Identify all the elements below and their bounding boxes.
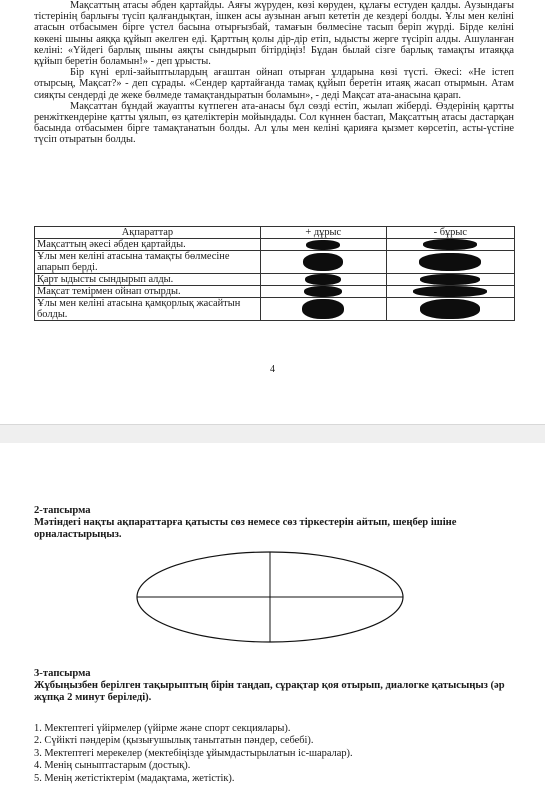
- answer-cell-false: [386, 286, 514, 298]
- scribble-mark: [419, 253, 481, 271]
- scribble-mark: [420, 274, 480, 285]
- task-2-instructions: Мәтіндегі нақты ақпараттарға қатысты сөз немесе сөз тіркестерін айтып, шеңбер ішіне орналастырыңыз.: [34, 517, 457, 540]
- statement-cell: Мақсат темірмен ойнап отырды.: [35, 286, 261, 298]
- statement-cell: Ұлы мен келіні атасына қамқорлық жасайтын болды.: [35, 298, 261, 321]
- story-paragraph-1: Мақсаттың атасы әбден қартайды. Аяғы жүруден, көзі көруден, құлағы естуден қалды. Аузындағы тістерінің барлығы түсіп қалғандықтан, ішкен асы аузынан ағып кететін де кездері болды. Ұлы мен келіні атасын отбасымен бірге үстел басына отырғызбай, тамағын бөлмесіне тасып беріп жүрді. Бірде келіні көкені шыны аяққа құйып әкелген еді. Қарттың қолы дір-дір етіп, ыдысты жерге түсіріп алды. Ашуланған келіні: «Үйдегі барлық шыны аяқты сындырып бітірдіңіз! Бұдан былай сізге барлық тамақты итаяққа құйып беретін боламын!» - деп ұрысты.: [34, 0, 514, 68]
- true-false-table: [34, 226, 515, 321]
- ellipse-svg: [135, 550, 405, 644]
- scribble-mark: [303, 253, 343, 271]
- scribble-mark: [302, 299, 344, 319]
- list-item: 2. Сүйікті пәндерім (қызығушылық танытатын пәндер, себебі).: [34, 735, 314, 747]
- list-item: 5. Менің жетістіктерім (мадақтама, жетістік).: [34, 772, 235, 784]
- statement-cell: Мақсаттың әкесі әбден қартайды.: [35, 239, 261, 251]
- task-3: [34, 668, 514, 704]
- table-header-row: [35, 227, 515, 239]
- answer-cell-true: [260, 239, 386, 251]
- statement-cell: Қарт ыдысты сындырып алды.: [35, 274, 261, 286]
- story-text: [34, 0, 514, 146]
- header-true: + дұрыс: [260, 227, 386, 239]
- answer-ellipse-diagram: [135, 550, 405, 649]
- scribble-mark: [420, 299, 480, 319]
- table-row: [35, 298, 515, 321]
- answer-cell-true: [260, 298, 386, 321]
- list-item: 4. Менің сыныптастарым (достық).: [34, 760, 191, 772]
- page-separator: [0, 424, 545, 444]
- task-2: [34, 505, 514, 541]
- answer-cell-false: [386, 251, 514, 274]
- task-3-instructions: Жұбыңызбен берілген тақырыптың бірін таңдап, сұрақтар қоя отырып, диалогке қатысыңыз (әр жұпқа 2 минут беріледі).: [34, 680, 505, 703]
- document-page-5: [0, 443, 545, 798]
- page-number: 4: [270, 364, 275, 375]
- list-item: 3. Мектептегі мерекелер (мектебіңізде ұйымдастырылатын іс-шаралар).: [34, 747, 353, 759]
- scribble-mark: [306, 240, 340, 250]
- task-2-title: 2-тапсырма: [34, 505, 91, 516]
- story-paragraph-2: Бір күні ерлі-зайыптылардың ағаштан ойнап отырған ұлдарына көзі түсті. Әкесі: «Не істеп отырсың, Мақсат?» - деп сұрады. «Сендер қартайғанда тамақ құйып беретін итаяқ жасап отырмын. Атам сияқты сендерді де жеке бөлмеде тамақтандыратын боламын», - деді Мақсат ата-анасына қарап.: [34, 67, 514, 101]
- scribble-mark: [413, 286, 487, 297]
- story-paragraph-3: Мақсаттан бұндай жауапты күтпеген ата-анасы бұл сөзді естіп, жылап жіберді. Өздерінің қартты ренжіткендеріне қатты ұялып, өз қателіктерін мойындады. Сол күннен бастап, Мақсаттың атасы дастарқан басында отбасымен бірге тамақтанатын болды. Ал ұлы мен келіні қарияға қызмет көрсетіп, асты-үстіне түсіп отыратын болды.: [34, 100, 514, 146]
- header-false: - бұрыс: [386, 227, 514, 239]
- header-information: Ақпараттар: [35, 227, 261, 239]
- scribble-mark: [423, 239, 477, 250]
- answer-cell-false: [386, 274, 514, 286]
- list-item: 1. Мектептегі үйірмелер (үйірме және спорт секциялары).: [34, 723, 291, 734]
- table-row: [35, 239, 515, 251]
- table-row: [35, 251, 515, 274]
- answer-cell-false: [386, 298, 514, 321]
- scribble-mark: [304, 286, 342, 297]
- scribble-mark: [305, 274, 341, 285]
- answer-cell-true: [260, 251, 386, 274]
- statement-cell: Ұлы мен келіні атасына тамақты бөлмесіне апарып берді.: [35, 251, 261, 274]
- table-row: [35, 274, 515, 286]
- answer-cell-true: [260, 286, 386, 298]
- task-3-title: 3-тапсырма: [34, 668, 91, 679]
- table-row: [35, 286, 515, 298]
- answer-cell-true: [260, 274, 386, 286]
- answer-cell-false: [386, 239, 514, 251]
- topic-list: [34, 723, 514, 785]
